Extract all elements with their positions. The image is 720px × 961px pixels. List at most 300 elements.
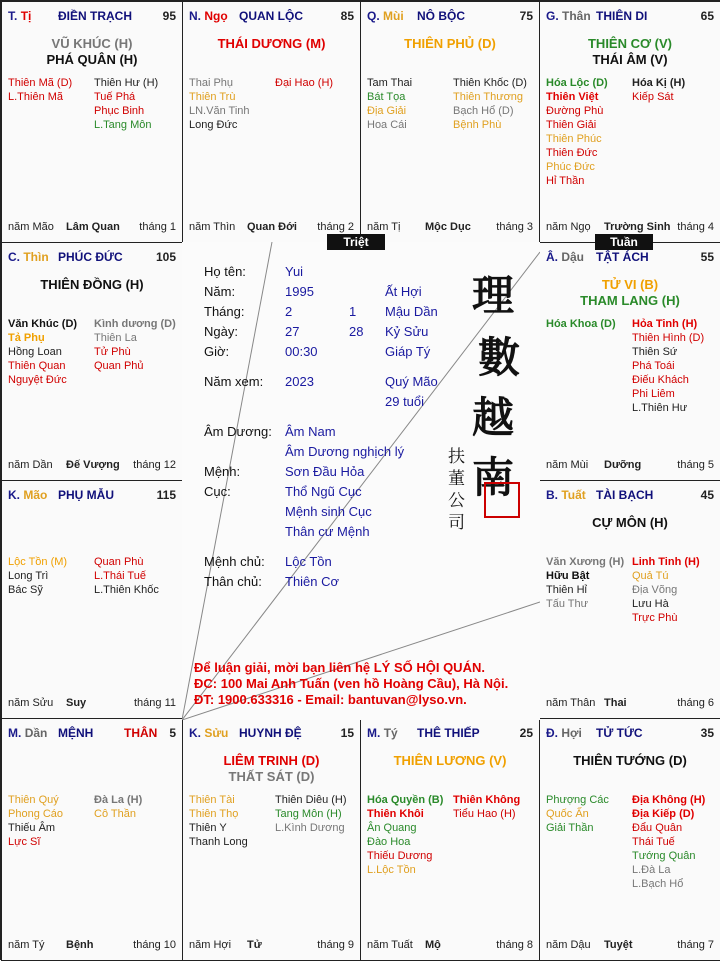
palace-name: TỬ TỨC: [596, 726, 643, 740]
palace-month: tháng 7: [677, 939, 714, 951]
minor-star: Văn Xương (H): [546, 556, 625, 568]
nam-label: Năm:: [204, 284, 236, 299]
gio-label: Giờ:: [204, 344, 230, 359]
minor-star: Thiên Hư (H): [94, 77, 159, 89]
minor-star: Thiên Trù: [189, 91, 236, 103]
palace-year: năm Tý: [8, 939, 45, 951]
palace-year: năm Mùi: [546, 459, 589, 471]
palace-month: tháng 2: [317, 221, 354, 233]
palace-can-chi: [546, 9, 591, 23]
major-star: TỬ VI (B): [601, 277, 659, 292]
minor-stars-left: [8, 76, 72, 104]
palace-month: tháng 9: [317, 939, 354, 951]
palace-header: [8, 488, 176, 504]
minor-star: Hoa Cái: [367, 119, 407, 131]
minor-stars-left: [546, 555, 624, 611]
palace-chi: Sửu: [204, 726, 229, 740]
major-stars: [2, 36, 182, 68]
major-stars: [361, 753, 539, 769]
palace-number: 105: [155, 250, 176, 264]
minor-star: L.Thái Tuế: [94, 570, 146, 582]
minor-star: Địa Không (H): [632, 794, 706, 806]
minor-star: Hóa Lộc (D): [546, 77, 608, 89]
minor-star: L.Thiên Khốc: [94, 584, 159, 596]
palace-chi: Dần: [24, 726, 48, 740]
minor-stars-right: [94, 317, 176, 373]
minor-star: Hóa Quyền (B): [367, 794, 444, 806]
palace-can: K.: [189, 726, 201, 740]
major-star: THÁI DƯƠNG (M): [217, 36, 326, 51]
minor-star: L.Tang Môn: [94, 119, 152, 131]
minor-star: Tả Phụ: [8, 332, 45, 344]
palace-can: N.: [189, 9, 201, 23]
minor-star: Tiểu Hao (H): [453, 808, 516, 820]
minor-star: Thiếu Dương: [367, 850, 433, 862]
palace-can: B.: [546, 488, 558, 502]
palace-name: TẬT ÁCH: [596, 250, 649, 264]
ngay-am-value: 28: [349, 324, 364, 339]
calligraphy-small-2: 董: [448, 469, 465, 489]
palace-footer: [189, 221, 354, 235]
palace-header: [189, 9, 354, 25]
calligraphy-char-4: 南: [472, 453, 515, 502]
minor-star: Đại Hao (H): [275, 77, 334, 89]
am-duong-value: Âm Nam: [285, 424, 336, 439]
thang-label: Tháng:: [204, 304, 245, 319]
minor-star: Thiên Giải: [546, 119, 597, 131]
minor-stars-left: [189, 76, 250, 132]
minor-star: Nguyệt Đức: [8, 374, 67, 386]
palace-footer: [367, 221, 533, 235]
minor-star: Thiên Y: [189, 822, 227, 834]
minor-star: Thiên Hình (D): [632, 332, 705, 344]
minor-stars-right: [94, 555, 159, 597]
minor-star: L.Đà La: [632, 864, 671, 876]
palace-header: [546, 250, 714, 266]
palace-number: 65: [700, 9, 714, 23]
minor-star: Kiếp Sát: [632, 91, 674, 103]
minor-star: Long Trì: [8, 570, 49, 582]
minor-stars-left: [367, 76, 412, 132]
palace-number: 15: [340, 726, 354, 740]
major-star: THIÊN LƯƠNG (V): [393, 753, 507, 768]
palace-year: năm Tị: [367, 221, 401, 233]
minor-stars-left: [546, 76, 608, 188]
palace-chi: Hợi: [561, 726, 582, 740]
tuoi-value: 29 tuổi: [385, 394, 425, 409]
minor-stars-left: [8, 793, 63, 849]
minor-stars-left: [546, 793, 609, 835]
palace-number: 95: [162, 9, 176, 23]
minor-star: Tam Thai: [367, 77, 413, 89]
contact-line-1: Để luận giải, mời bạn liên hệ LÝ SỐ HỘI QUÁN.: [194, 660, 485, 675]
palace-year: năm Dậu: [546, 939, 591, 951]
minor-star: L.Thiên Mã: [8, 91, 64, 103]
minor-stars-right: [453, 76, 527, 132]
minor-star: Địa Giải: [367, 105, 407, 117]
major-star: LIÊM TRINH (D): [223, 753, 320, 768]
thang-can-chi: Mậu Dần: [385, 304, 438, 319]
palace-footer: [8, 459, 176, 473]
minor-star: Kình dương (D): [94, 318, 176, 330]
major-star: VŨ KHÚC (H): [51, 36, 133, 51]
palace-can: Â.: [546, 250, 558, 264]
minor-star: Thiên Tài: [189, 794, 235, 806]
palace-name: MỆNH: [58, 726, 94, 740]
minor-stars-left: [8, 555, 67, 597]
palace-cell[interactable]: [539, 718, 720, 961]
major-star: PHÁ QUÂN (H): [46, 52, 138, 67]
palace-life-stage: Dưỡng: [604, 459, 642, 471]
palace-cell[interactable]: [360, 718, 540, 961]
palace-life-stage: Tử: [247, 939, 262, 951]
gio-can-chi: Giáp Tý: [385, 344, 431, 359]
palace-name: TÀI BẠCH: [596, 488, 654, 502]
palace-name: HUYNH ĐỆ: [239, 726, 302, 740]
palace-month: tháng 11: [133, 697, 176, 709]
palace-can-chi: [189, 9, 228, 23]
palace-chi: Tị: [20, 9, 32, 23]
major-star: THAM LANG (H): [580, 293, 680, 308]
minor-star: Tấu Thư: [546, 598, 589, 610]
thang-am-value: 1: [349, 304, 357, 319]
major-star: THẤT SÁT (D): [228, 769, 315, 784]
calligraphy-char-2: 數: [478, 333, 521, 382]
minor-stars-right: [632, 555, 700, 625]
nam-xem-label: Năm xem:: [204, 374, 264, 389]
minor-stars-left: [367, 793, 443, 877]
minor-star: Phi Liêm: [632, 388, 675, 400]
palace-chi: Dậu: [561, 250, 585, 264]
cuc-note-2: Thân cư Mệnh: [285, 524, 370, 539]
minor-star: Thiên Sứ: [632, 346, 678, 358]
palace-number: 45: [700, 488, 714, 502]
menh-chu-value: Lộc Tồn: [285, 554, 332, 569]
nam-xem-can-chi: Quý Mão: [385, 374, 438, 389]
palace-can: G.: [546, 9, 559, 23]
minor-star: Phượng Các: [546, 794, 609, 806]
calligraphy-small-4: 司: [448, 513, 465, 533]
palace-footer: [8, 697, 176, 711]
palace-footer: [546, 221, 714, 235]
minor-star: Đà La (H): [94, 794, 143, 806]
palace-month: tháng 12: [133, 459, 176, 471]
than-chu-value: Thiên Cơ: [285, 574, 340, 589]
minor-star: Quốc Ấn: [546, 808, 589, 820]
palace-can-chi: [367, 9, 404, 23]
palace-can: T.: [8, 9, 18, 23]
minor-star: Đường Phù: [546, 105, 604, 117]
palace-life-stage: Lâm Quan: [66, 221, 120, 233]
palace-chi: Tý: [383, 726, 398, 740]
minor-star: Thiên Quan: [8, 360, 66, 372]
palace-month: tháng 6: [677, 697, 714, 709]
palace-number: 75: [519, 9, 533, 23]
palace-cell[interactable]: [1, 480, 183, 719]
palace-can: M.: [367, 726, 381, 740]
palace-number: 115: [156, 488, 176, 502]
minor-stars-left: [546, 317, 616, 331]
minor-star: Thiên Mã (D): [8, 77, 73, 89]
palace-header: [546, 726, 714, 742]
palace-can: Q.: [367, 9, 380, 23]
palace-can: Đ.: [546, 726, 558, 740]
menh-value: Sơn Đầu Hỏa: [285, 464, 365, 479]
minor-star: Hóa Kị (H): [632, 77, 686, 89]
minor-star: Thiếu Âm: [8, 822, 56, 834]
minor-star: Bác Sỹ: [8, 584, 43, 596]
palace-cell[interactable]: [539, 242, 720, 481]
ngay-label: Ngày:: [204, 324, 238, 339]
palace-can: K.: [8, 488, 20, 502]
palace-cell[interactable]: [182, 1, 361, 243]
palace-year: năm Thân: [546, 697, 596, 709]
gio-value: 00:30: [285, 344, 318, 359]
palace-cell[interactable]: [539, 480, 720, 719]
nam-value: 1995: [285, 284, 314, 299]
palace-footer: [8, 221, 176, 235]
palace-year: năm Dần: [8, 459, 53, 471]
minor-star: L.Thiên Hư: [632, 402, 688, 414]
palace-year: năm Hợi: [189, 939, 232, 951]
minor-star: Quả Tú: [632, 570, 669, 582]
than-marker: THÂN: [124, 726, 158, 740]
cuc-note-1: Mệnh sinh Cục: [285, 504, 372, 519]
palace-month: tháng 4: [677, 221, 714, 233]
nam-xem-value: 2023: [285, 374, 314, 389]
minor-star: Quan Phù: [94, 556, 144, 568]
palace-chi: Thân: [562, 9, 591, 23]
minor-star: Thiên Diêu (H): [275, 794, 347, 806]
palace-month: tháng 8: [496, 939, 533, 951]
ho-ten-label: Họ tên:: [204, 264, 246, 279]
triet-marker: Triệt: [327, 234, 385, 250]
minor-star: Ân Quang: [367, 822, 417, 834]
minor-star: Thiên Khốc (D): [453, 77, 527, 89]
minor-star: Đào Hoa: [367, 836, 411, 848]
palace-footer: [546, 697, 714, 711]
menh-label: Mệnh:: [204, 464, 241, 479]
minor-star: Thiên Hỉ: [546, 584, 587, 596]
palace-life-stage: Bệnh: [66, 939, 94, 951]
palace-life-stage: Mộ: [425, 939, 441, 951]
palace-can-chi: [546, 488, 586, 502]
cuc-value: Thổ Ngũ Cục: [285, 484, 362, 499]
palace-cell[interactable]: [360, 1, 540, 243]
minor-star: Hồng Loan: [8, 346, 62, 358]
palace-cell[interactable]: [1, 242, 183, 481]
minor-stars-left: [8, 317, 77, 387]
minor-star: Tử Phù: [94, 346, 131, 358]
minor-star: Thái Tuế: [632, 836, 675, 848]
minor-star: Quan Phủ: [94, 360, 144, 372]
minor-star: Giải Thần: [546, 822, 594, 834]
palace-year: năm Tuất: [367, 939, 413, 951]
major-star: THIÊN CƠ (V): [587, 36, 673, 51]
minor-star: Long Đức: [189, 119, 238, 131]
minor-stars-right: [94, 76, 158, 132]
palace-can-chi: [189, 726, 228, 740]
palace-month: tháng 3: [496, 221, 533, 233]
major-stars: [540, 753, 720, 769]
palace-header: [8, 9, 176, 25]
minor-stars-right: [632, 793, 705, 891]
major-star: CỰ MÔN (H): [592, 515, 668, 530]
minor-star: Điếu Khách: [632, 374, 689, 386]
major-stars: [540, 515, 720, 531]
minor-star: Thiên Quý: [8, 794, 59, 806]
minor-star: Phong Cáo: [8, 808, 64, 820]
minor-star: Tang Môn (H): [275, 808, 342, 820]
palace-year: năm Sửu: [8, 697, 54, 709]
menh-chu-label: Mệnh chủ:: [204, 554, 265, 569]
minor-star: Thiên Thọ: [189, 808, 239, 820]
minor-star: Hỉ Thần: [546, 175, 585, 187]
ngay-can-chi: Kỷ Sửu: [385, 324, 429, 339]
minor-star: Tướng Quân: [632, 850, 696, 862]
palace-chi: Thìn: [23, 250, 49, 264]
contact-phone-email: ĐT: 1900.633316 - Email: bantuvan@lyso.vn.: [194, 692, 467, 707]
palace-header: [546, 488, 714, 504]
palace-chi: Tuất: [561, 488, 586, 502]
major-stars: [540, 36, 720, 68]
palace-name: ĐIỀN TRẠCH: [58, 9, 132, 23]
palace-can-chi: [8, 9, 31, 23]
minor-star: Lưu Hà: [632, 598, 669, 610]
minor-star: Thai Phụ: [189, 77, 234, 89]
palace-chi: Ngọ: [204, 9, 228, 23]
contact-address: ĐC: 100 Mai Anh Tuấn (ven hồ Hoàng Cầu), Hà Nội.: [194, 676, 509, 691]
am-duong-note: Âm Dương nghịch lý: [285, 444, 405, 459]
minor-star: L.Kình Dương: [275, 822, 345, 834]
palace-can-chi: [8, 250, 49, 264]
minor-stars-right: [275, 76, 333, 90]
minor-star: Bát Tọa: [367, 91, 406, 103]
major-star: THÁI ÂM (V): [592, 52, 668, 67]
palace-year: năm Mão: [8, 221, 54, 233]
calligraphy-char-1: 理: [472, 271, 515, 320]
minor-star: Hỏa Tinh (H): [632, 318, 698, 330]
minor-star: Thiên Thương: [453, 91, 524, 103]
minor-star: Thiên Phúc: [546, 133, 602, 145]
palace-number: 25: [519, 726, 533, 740]
minor-star: Hóa Khoa (D): [546, 318, 616, 330]
minor-star: L.Bạch Hổ: [632, 878, 684, 890]
major-star: THIÊN ĐỒNG (H): [40, 277, 144, 292]
palace-header: [367, 726, 533, 742]
nam-can-chi: Ất Hợi: [385, 284, 422, 299]
palace-cell[interactable]: [539, 1, 720, 243]
palace-header: [8, 250, 176, 266]
minor-star: Đẩu Quân: [632, 822, 683, 834]
palace-can-chi: [8, 726, 47, 740]
thang-value: 2: [285, 304, 293, 319]
minor-star: Thiên La: [94, 332, 137, 344]
calligraphy-small-3: 公: [448, 491, 465, 511]
calligraphy-char-3: 越: [472, 393, 515, 442]
palace-footer: [189, 939, 354, 953]
palace-year: năm Ngọ: [546, 221, 591, 233]
palace-name: NÔ BỘC: [417, 9, 465, 23]
palace-year: năm Thìn: [189, 221, 236, 233]
palace-life-stage: Quan Đới: [247, 221, 297, 233]
palace-chi: Mùi: [383, 9, 404, 23]
minor-stars-right: [275, 793, 347, 835]
palace-month: tháng 5: [677, 459, 714, 471]
palace-month: tháng 10: [133, 939, 176, 951]
palace-can: M.: [8, 726, 22, 740]
am-duong-label: Âm Dương:: [204, 424, 272, 439]
minor-star: Trực Phù: [632, 612, 678, 624]
minor-star: Phá Toái: [632, 360, 675, 372]
palace-header: [546, 9, 714, 25]
cuc-label: Cục:: [204, 484, 231, 499]
minor-star: Tuế Phá: [94, 91, 136, 103]
major-stars: [361, 36, 539, 52]
calligraphy-small-1: 扶: [448, 447, 465, 467]
red-seal-stamp: [484, 482, 520, 518]
palace-can-chi: [546, 250, 584, 264]
major-stars: [183, 36, 360, 52]
major-star: THIÊN PHỦ (D): [404, 36, 496, 51]
palace-number: 35: [700, 726, 714, 740]
ho-ten-value: Yui: [285, 264, 304, 279]
palace-name: PHÚC ĐỨC: [58, 250, 123, 264]
palace-number: 5: [169, 726, 176, 740]
palace-footer: [546, 459, 714, 473]
palace-life-stage: Mộc Dục: [425, 221, 471, 233]
minor-star: Thiên Khôi: [367, 808, 424, 820]
minor-star: Lộc Tồn (M): [8, 556, 68, 568]
tuan-marker: Tuần: [595, 234, 653, 250]
palace-cell[interactable]: [1, 718, 183, 961]
major-star: THIÊN TƯỚNG (D): [573, 753, 687, 768]
minor-star: Thiên Không: [453, 794, 521, 806]
minor-star: Địa Võng: [632, 584, 678, 596]
palace-life-stage: Suy: [66, 697, 87, 709]
minor-star: Bệnh Phù: [453, 119, 502, 131]
palace-name: THÊ THIẾP: [417, 726, 480, 740]
major-stars: [2, 277, 182, 293]
minor-star: Phúc Đức: [546, 161, 595, 173]
palace-footer: [8, 939, 176, 953]
palace-name: PHỤ MẪU: [58, 488, 114, 502]
minor-star: LN.Văn Tinh: [189, 105, 250, 117]
minor-stars-right: [632, 317, 704, 415]
palace-life-stage: Tuyệt: [604, 939, 633, 951]
palace-life-stage: Đế Vượng: [66, 459, 120, 471]
palace-name: QUAN LỘC: [239, 9, 303, 23]
minor-stars-right: [632, 76, 685, 104]
major-stars: [540, 277, 720, 309]
minor-star: Lực Sĩ: [8, 836, 41, 848]
palace-life-stage: Trường Sinh: [604, 221, 671, 233]
major-stars: [183, 753, 360, 785]
palace-can-chi: [8, 488, 47, 502]
palace-life-stage: Thai: [604, 697, 627, 709]
minor-stars-left: [189, 793, 248, 849]
minor-star: Cô Thần: [94, 808, 136, 820]
ngay-value: 27: [285, 324, 300, 339]
palace-number: 55: [700, 250, 714, 264]
palace-cell[interactable]: [1, 1, 183, 243]
palace-cell[interactable]: [182, 718, 361, 961]
palace-chi: Mão: [23, 488, 48, 502]
palace-footer: [546, 939, 714, 953]
palace-can-chi: [367, 726, 398, 740]
palace-can-chi: [546, 726, 582, 740]
minor-star: Bạch Hổ (D): [453, 105, 514, 117]
